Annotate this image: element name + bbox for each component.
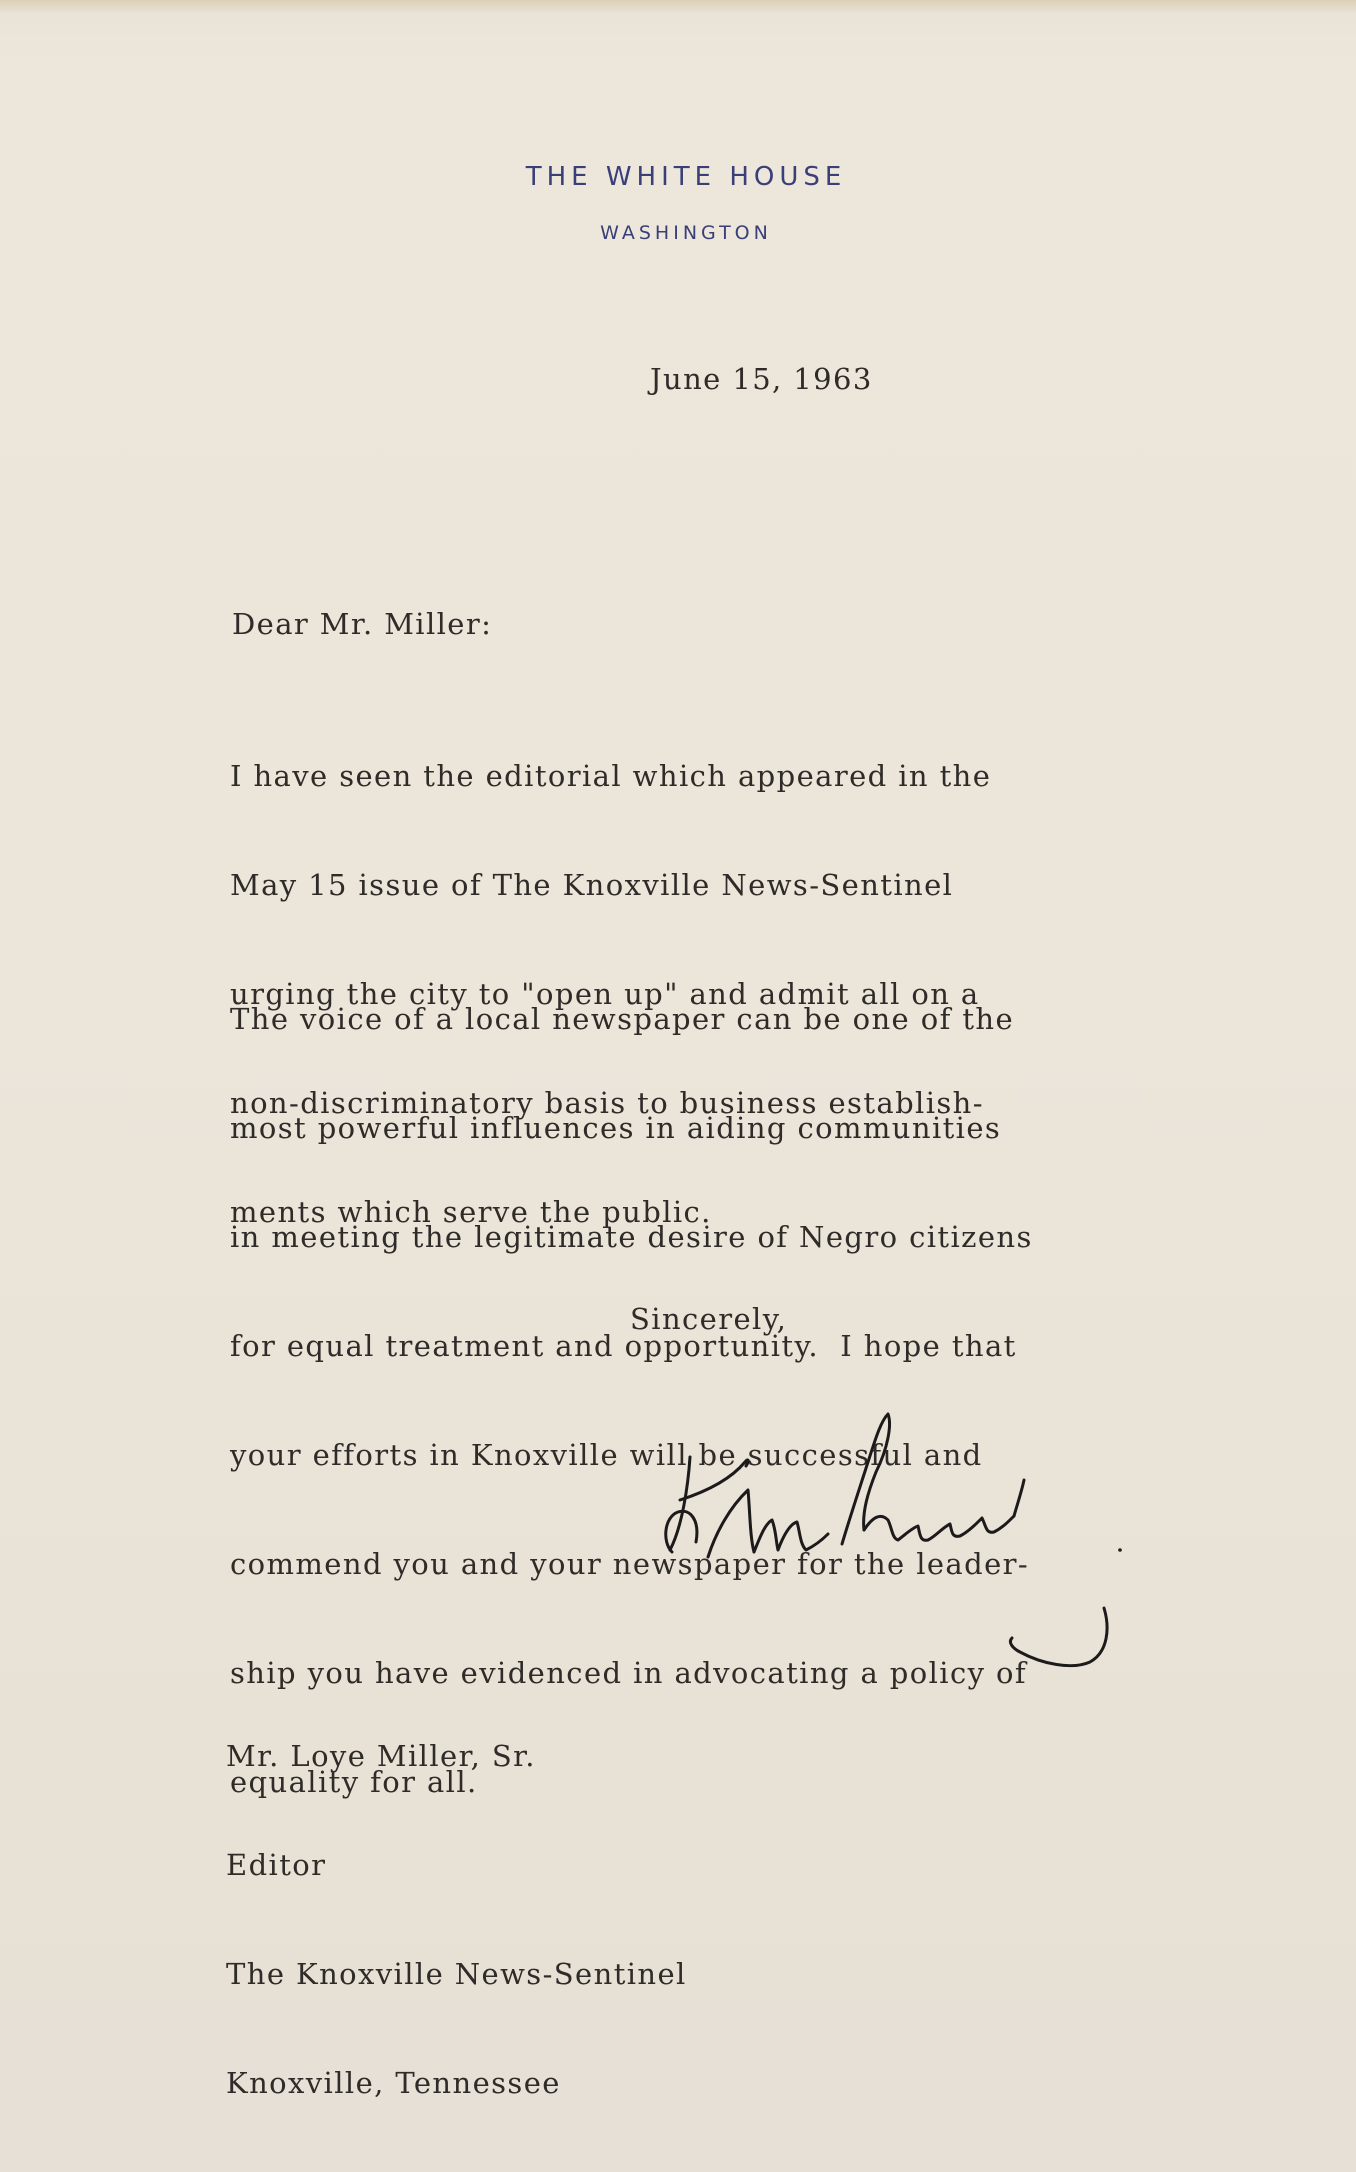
paragraph-line: ship you have evidenced in advocating a policy of [230, 1656, 1027, 1690]
letter-date: June 15, 1963 [650, 362, 873, 396]
paragraph-line: for equal treatment and opportunity. I hope that [230, 1329, 1017, 1363]
paragraph-line: I have seen the editorial which appeared in the [230, 759, 992, 793]
paragraph-line: non-discriminatory basis to business establish- [230, 1086, 984, 1120]
paragraph-line: your efforts in Knoxville will be successful and [230, 1438, 983, 1472]
paragraph-line: urging the city to "open up" and admit all on a [230, 977, 980, 1011]
paragraph-line: ments which serve the public. [230, 1195, 712, 1229]
recipient-address [226, 1668, 687, 2172]
closing: Sincerely, [630, 1302, 788, 1336]
paragraph-line: most powerful influences in aiding communities [230, 1111, 1002, 1145]
paragraph-line: commend you and your newspaper for the leader- [230, 1547, 1030, 1581]
salutation: Dear Mr. Miller: [232, 607, 493, 641]
paragraph-line: equality for all. [230, 1765, 478, 1799]
letterhead-subtitle: WASHINGTON [600, 222, 772, 244]
paragraph-line: in meeting the legitimate desire of Negro citizens [230, 1220, 1033, 1254]
address-line: The Knoxville News-Sentinel [226, 1957, 687, 1991]
handwritten-signature [650, 1352, 1140, 1692]
address-line: Mr. Loye Miller, Sr. [226, 1739, 536, 1773]
address-line: Editor [226, 1848, 327, 1882]
letterhead-title: THE WHITE HOUSE [525, 162, 847, 192]
paragraph-line: The voice of a local newspaper can be one of the [230, 1002, 1015, 1036]
paragraph-line: May 15 issue of The Knoxville News-Sentinel [230, 868, 954, 902]
address-line: Knoxville, Tennessee [226, 2066, 561, 2100]
paper-top-edge [0, 0, 1356, 14]
